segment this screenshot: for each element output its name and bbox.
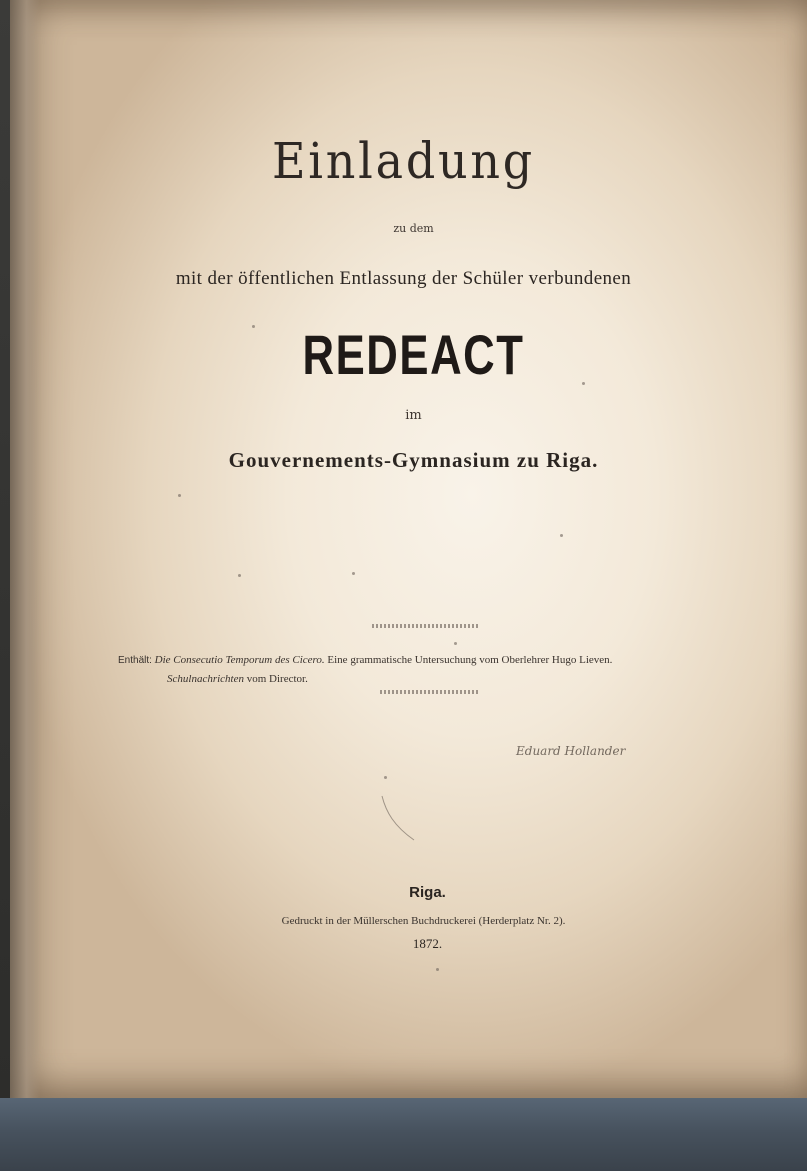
publication-year: 1872. bbox=[412, 936, 443, 951]
ornamental-rule-bottom bbox=[380, 690, 480, 694]
pen-stroke-mark bbox=[380, 790, 440, 850]
main-heading: REDEACT bbox=[302, 323, 525, 386]
connector-text: zu dem bbox=[393, 222, 434, 235]
scanner-bottom-band bbox=[0, 1098, 807, 1171]
paper-speck bbox=[560, 534, 563, 537]
paper-speck bbox=[238, 574, 241, 577]
contents-section bbox=[118, 651, 778, 688]
paper-speck bbox=[582, 382, 585, 385]
contents-line-2 bbox=[118, 670, 778, 688]
printer-line: Gedruckt in der Müllerschen Buchdruckerei (Herderplatz Nr. 2). bbox=[281, 915, 566, 927]
paper-speck bbox=[436, 968, 439, 971]
contents-item1-desc: Eine grammatische Untersuchung vom Oberlehrer Hugo Lieven. bbox=[327, 654, 613, 666]
contents-item2-title: Schulnachrichten bbox=[167, 673, 244, 685]
paper-speck bbox=[252, 325, 255, 328]
contents-item1-title: Die Consecutio Temporum des Cicero. bbox=[154, 654, 325, 666]
contents-item2-desc: vom Director. bbox=[246, 673, 308, 685]
preposition-text: im bbox=[405, 408, 422, 423]
document-title: Einladung bbox=[271, 132, 536, 190]
institution-name: Gouvernements-Gymnasium zu Riga. bbox=[228, 448, 599, 472]
paper-speck bbox=[178, 494, 181, 497]
document-subtitle: mit der öffentlichen Entlassung der Schüler verbundenen bbox=[175, 268, 632, 289]
contents-line-1 bbox=[118, 651, 778, 670]
paper-speck bbox=[352, 572, 355, 575]
publication-place: Riga. bbox=[409, 884, 446, 901]
contents-label: Enthält: bbox=[118, 655, 152, 666]
paper-speck bbox=[454, 642, 457, 645]
handwritten-signature: Eduard Hollander bbox=[516, 744, 626, 758]
paper-speck bbox=[384, 776, 387, 779]
ornamental-rule-top bbox=[372, 624, 480, 628]
